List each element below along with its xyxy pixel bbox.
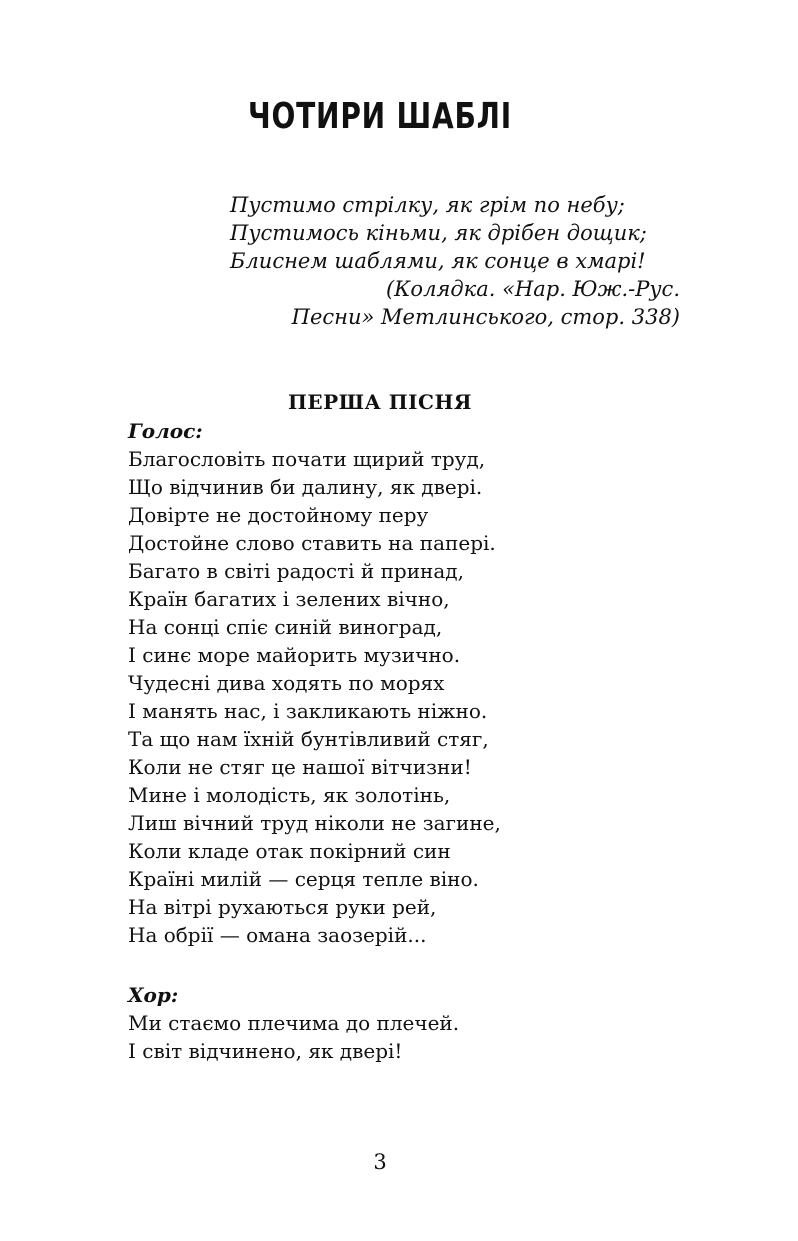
verse-line: Коли не стяг це нашої вітчизни!	[128, 755, 472, 779]
page-number: 3	[373, 1150, 387, 1174]
verse-line: На вітрі рухаються руки рей,	[128, 895, 437, 919]
verse-line: Країн багатих і зелених вічно,	[128, 587, 450, 611]
epigraph-source-line: Песни» Метлинського, стор. 338)	[291, 305, 680, 329]
epigraph-line: Блиснем шаблями, як сонце в хмарі!	[230, 249, 646, 273]
verse-line: Багато в світі радості й принад,	[128, 559, 464, 583]
voice-stanza	[128, 417, 728, 949]
verse-line: Що відчинив би далину, як двері.	[128, 475, 483, 499]
chorus-stanza	[128, 981, 728, 1065]
verse-line: Достойне слово ставить на папері.	[128, 531, 496, 555]
verse-line: І синє море майорить музично.	[128, 643, 461, 667]
verse-line: Благословіть почати щирий труд,	[128, 447, 486, 471]
verse-line: На сонці спіє синій виноград,	[128, 615, 443, 639]
epigraph-line: Пустимось кіньми, як дрібен дощик;	[230, 221, 647, 245]
verse-line: На обрії — омана заозерій...	[128, 923, 427, 947]
epigraph	[230, 191, 680, 331]
speaker-label: Голос:	[128, 419, 203, 443]
section-title: ПЕРША ПІСНЯ	[288, 390, 472, 414]
verse-line: Довірте не достойному перу	[128, 503, 429, 527]
verse-line: Лиш вічний труд ніколи не загине,	[128, 811, 501, 835]
verse-line: Країні милій — серця тепле віно.	[128, 867, 479, 891]
verse-line: І світ відчинено, як двері!	[128, 1039, 403, 1063]
verse-line: Ми стаємо плечима до плечей.	[128, 1011, 460, 1035]
epigraph-source-line: (Колядка. «Нар. Юж.-Рус.	[385, 277, 680, 301]
page-title: ЧОТИРИ ШАБЛІ	[247, 96, 513, 137]
verse-line: Чудесні дива ходять по морях	[128, 671, 445, 695]
verse-line: Мине і молодість, як золотінь,	[128, 783, 451, 807]
verse-line: Та що нам їхній бунтівливий стяг,	[128, 727, 489, 751]
speaker-label: Хор:	[128, 983, 179, 1007]
verse-line: Коли кладе отак покірний син	[128, 839, 451, 863]
verse-line: І манять нас, і закликають ніжно.	[128, 699, 488, 723]
epigraph-line: Пустимо стрілку, як грім по небу;	[230, 193, 625, 217]
